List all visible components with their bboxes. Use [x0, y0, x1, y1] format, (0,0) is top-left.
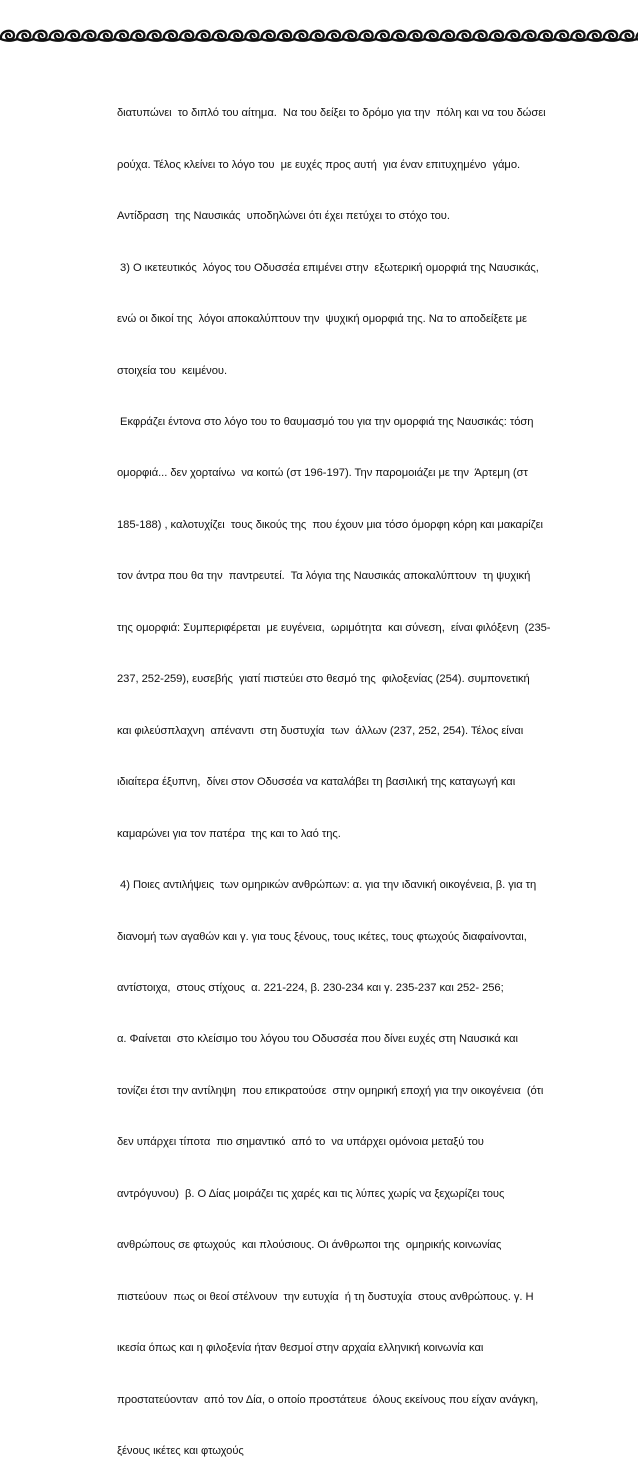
spiral-motif: [294, 31, 310, 41]
text-line: 237, 252-259), ευσεβής γιατί πιστεύει στο θεσμό της φιλοξενίας (254). συμπονετική: [117, 673, 530, 686]
text-line: δεν υπάρχει τίποτα πιο σημαντικό από το να υπάρχει ομόνοια μεταξύ του: [117, 1136, 484, 1149]
spiral-motif: [441, 31, 457, 41]
spiral-motif: [327, 31, 343, 41]
text-line: ξένους ικέτες και φτωχούς: [117, 1445, 244, 1458]
spiral-motif: [1, 31, 17, 41]
spiral-motif: [278, 31, 294, 41]
spiral-motif: [604, 31, 620, 41]
spiral-motif: [82, 31, 98, 41]
text-line: ομορφιά... δεν χορταίνω να κοιτώ (στ 196-197). Την παρομοιάζει με την Άρτεμη (στ: [117, 467, 528, 480]
text-line: διατυπώνει το διπλό του αίτημα. Να του δείξει το δρόμο για την πόλη και να του δώσει: [117, 107, 546, 120]
spiral-motif: [33, 31, 49, 41]
spiral-motif: [539, 31, 555, 41]
document-body: [117, 71, 622, 1477]
text-line: τον άντρα που θα την παντρευτεί. Τα λόγια της Ναυσικάς αποκαλύπτουν τη ψυχική: [117, 570, 531, 583]
spiral-motif: [490, 31, 506, 41]
spiral-border-icon: [0, 26, 638, 44]
text-line: ενώ οι δικοί της λόγοι αποκαλύπτουν την ψυχική ομορφιά της. Να το αποδείξετε με: [117, 313, 527, 326]
spiral-motif: [474, 31, 490, 41]
spiral-motif: [425, 31, 441, 41]
spiral-motif: [571, 31, 587, 41]
text-line: τονίζει έτσι την αντίληψη που επικρατούσε στην ομηρική εποχή για την οικογένεια (ότι: [117, 1084, 544, 1097]
text-line: 3) Ο ικετευτικός λόγος του Οδυσσέα επιμένει στην εξωτερική ομορφιά της Ναυσικάς,: [117, 261, 539, 274]
text-line: προστατεύονταν από τον Δία, ο οποίο προστάτευε όλους εκείνους που είχαν ανάγκη,: [117, 1393, 539, 1406]
spiral-motif: [245, 31, 261, 41]
text-line: στοιχεία του κειμένου.: [117, 364, 228, 377]
spiral-motif: [131, 31, 147, 41]
spiral-motif: [359, 31, 375, 41]
spiral-motif: [376, 31, 392, 41]
text-line: 4) Ποιες αντιλήψεις των ομηρικών ανθρώπων: α. για την ιδανική οικογένεια, β. για τη: [117, 879, 537, 892]
text-line: 185-188) , καλοτυχίζει τους δικούς της που έχουν μια τόσο όμορφη κόρη και μακαρίζει: [117, 518, 543, 531]
spiral-motif: [343, 31, 359, 41]
spiral-motif: [408, 31, 424, 41]
text-line: αντίστοιχα, στους στίχους α. 221-224, β. 230-234 και γ. 235-237 και 252- 256;: [117, 982, 504, 995]
text-line: ρούχα. Τέλος κλείνει το λόγο του με ευχές προς αυτή για έναν επιτυχημένο γάμο.: [117, 158, 521, 171]
text-line: ιδιαίτερα έξυπνη, δίνει στον Οδυσσέα να καταλάβει τη βασιλική της καταγωγή και: [117, 776, 516, 789]
spiral-wave-border: [0, 26, 638, 44]
spiral-motif: [115, 31, 131, 41]
spiral-motif: [392, 31, 408, 41]
spiral-motif: [522, 31, 538, 41]
text-line: αντρόγυνου) β. Ο Δίας μοιράζει τις χαρές και τις λύπες χωρίς να ξεχωρίζει τους: [117, 1187, 505, 1200]
text-line: διανομή των αγαθών και γ. για τους ξένους, τους ικέτες, τους φτωχούς διαφαίνονται,: [117, 930, 527, 943]
spiral-motif: [17, 31, 33, 41]
spiral-motif: [99, 31, 115, 41]
spiral-motif: [262, 31, 278, 41]
text-line: καμαρώνει για τον πατέρα της και το λαό της.: [117, 827, 341, 840]
spiral-motif: [66, 31, 82, 41]
spiral-motif: [620, 31, 636, 41]
text-line: της ομορφιά: Συμπεριφέρεται με ευγένεια, ωριμότητα και σύνεση, είναι φιλόξενη (235-: [117, 621, 551, 634]
spiral-motif: [506, 31, 522, 41]
text-line: Αντίδραση της Ναυσικάς υποδηλώνει ότι έχει πετύχει το στόχο του.: [117, 210, 450, 223]
spiral-motif: [50, 31, 66, 41]
spiral-motif: [311, 31, 327, 41]
spiral-motif: [180, 31, 196, 41]
spiral-motif: [229, 31, 245, 41]
spiral-motif: [457, 31, 473, 41]
text-line: Εκφράζει έντονα στο λόγο του το θαυμασμό του για την ομορφιά της Ναυσικάς: τόση: [117, 416, 534, 429]
spiral-motif: [164, 31, 180, 41]
spiral-motif: [213, 31, 229, 41]
spiral-motif: [196, 31, 212, 41]
text-line: α. Φαίνεται στο κλείσιμο του λόγου του Οδυσσέα που δίνει ευχές στη Ναυσικά και: [117, 1033, 518, 1046]
spiral-motif: [555, 31, 571, 41]
spiral-motif: [148, 31, 164, 41]
text-line: ανθρώπους σε φτωχούς και πλούσιους. Οι άνθρωποι της ομηρικής κοινωνίας: [117, 1239, 502, 1252]
spiral-motif: [588, 31, 604, 41]
text-line: ικεσία όπως και η φιλοξενία ήταν θεσμοί στην αρχαία ελληνική κοινωνία και: [117, 1342, 484, 1355]
text-line: πιστεύουν πως οι θεοί στέλνουν την ευτυχία ή τη δυστυχία στους ανθρώπους. γ. Η: [117, 1290, 534, 1303]
text-line: και φιλεύσπλαχνη απέναντι στη δυστυχία των άλλων (237, 252, 254). Τέλος είναι: [117, 724, 524, 737]
